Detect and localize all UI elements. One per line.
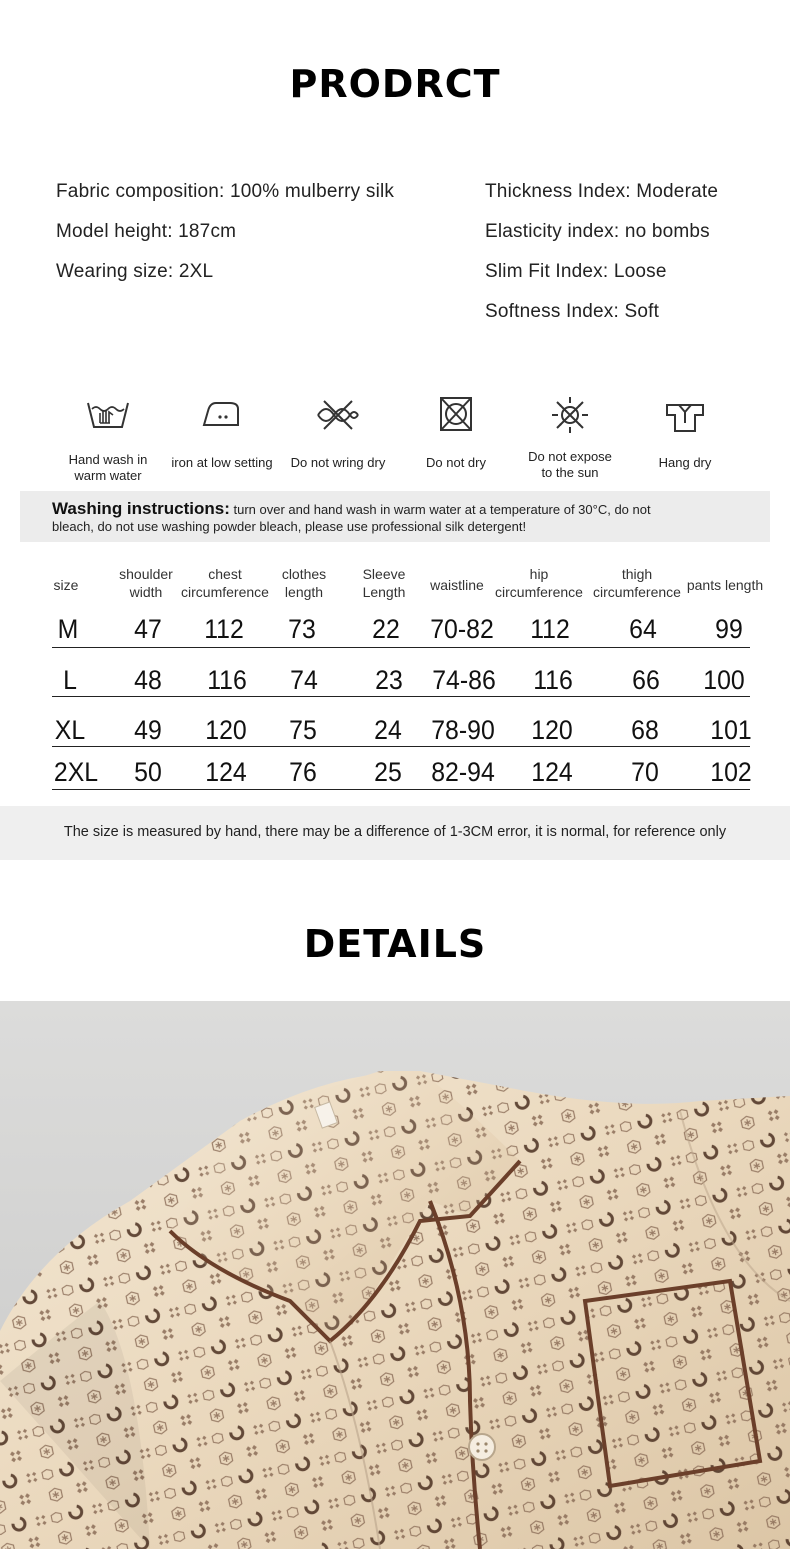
cell-clothes-length: 76	[289, 757, 317, 787]
cell-pants-length: 102	[710, 757, 752, 787]
header-line1: waistline	[430, 577, 484, 593]
details-section-title: DETAILS	[303, 922, 487, 966]
spec-model-height: Model height: 187cm	[56, 221, 237, 242]
cell-hip: 112	[530, 614, 570, 644]
table-row-divider	[52, 746, 750, 747]
cell-chest: 116	[207, 665, 247, 695]
table-header-size	[44, 576, 88, 594]
table-row-divider	[52, 789, 750, 790]
cell-size: 2XL	[53, 757, 99, 787]
table-header-clothes-length	[272, 565, 336, 601]
washing-title: Washing instructions:	[52, 499, 230, 518]
cell-thigh: 68	[631, 715, 659, 745]
care-label-line1: Do not dry	[426, 455, 486, 470]
cell-pants-length: 100	[703, 665, 745, 695]
spec-fabric: Fabric composition: 100% mulberry silk	[56, 181, 395, 202]
cell-size: XL	[54, 715, 86, 745]
cell-hip: 124	[531, 757, 573, 787]
table-header-waistline	[422, 576, 492, 594]
cell-pants-length: 99	[715, 614, 743, 644]
care-no-wring	[278, 395, 398, 470]
care-no-dry	[396, 395, 516, 470]
cell-chest: 112	[204, 614, 244, 644]
header-line1: Sleeve	[362, 566, 406, 582]
size-note: The size is measured by hand, there may be a difference of 1-3CM error, it is normal, for reference only	[63, 824, 727, 840]
cell-waist: 74-86	[432, 665, 496, 695]
spec-wearing-size: Wearing size: 2XL	[56, 261, 214, 282]
spec-softness: Softness Index: Soft	[485, 301, 660, 322]
cell-waist: 78-90	[431, 715, 495, 745]
header-line2: circumference	[593, 584, 681, 600]
table-header-chest	[176, 565, 274, 601]
care-label-line1: Hand wash in	[68, 452, 148, 467]
cell-shoulder: 49	[134, 715, 162, 745]
cell-clothes-length: 74	[290, 665, 318, 695]
header-line1: pants length	[686, 577, 764, 593]
product-detail-photo	[0, 1001, 790, 1549]
cell-hip: 116	[533, 665, 573, 695]
washing-text-line2: bleach, do not use washing powder bleach, please use professional silk detergent!	[52, 519, 527, 534]
product-section-title: PRODRCT	[289, 62, 501, 106]
cell-size: L	[63, 665, 77, 695]
cell-size: M	[57, 614, 79, 644]
care-label-line1: Do not wring dry	[290, 455, 386, 470]
spec-fit: Slim Fit Index: Loose	[485, 261, 667, 282]
hand-wash-icon	[84, 395, 132, 435]
spec-elasticity: Elasticity index: no bombs	[485, 221, 710, 242]
table-row-divider	[52, 647, 750, 648]
care-label-line1: iron at low setting	[171, 455, 273, 470]
care-iron	[162, 395, 282, 470]
cell-sleeve: 22	[372, 614, 400, 644]
header-line1: clothes	[281, 566, 327, 582]
iron-low-icon	[198, 395, 246, 435]
table-header-thigh	[588, 565, 686, 601]
cell-thigh: 70	[631, 757, 659, 787]
washing-text-line1: turn over and hand wash in warm water at a temperature of 30°C, do not	[233, 502, 651, 517]
table-header-shoulder	[110, 565, 182, 601]
cell-sleeve: 25	[374, 757, 402, 787]
care-no-sun	[510, 395, 630, 480]
cell-pants-length: 101	[710, 715, 752, 745]
cell-waist: 70-82	[430, 614, 494, 644]
care-label-line1: Hang dry	[658, 455, 712, 470]
table-header-sleeve-length	[352, 565, 416, 601]
header-line1: size	[53, 577, 79, 593]
care-label-line2: to the sun	[541, 465, 599, 480]
hang-dry-icon	[661, 395, 709, 435]
cell-shoulder: 50	[134, 757, 162, 787]
header-line2: width	[129, 584, 163, 600]
table-header-hip	[490, 565, 588, 601]
no-sun-icon	[546, 395, 594, 435]
care-hang-dry	[625, 395, 745, 470]
cell-thigh: 66	[632, 665, 660, 695]
cell-chest: 120	[205, 715, 247, 745]
no-wring-icon	[314, 395, 362, 435]
cell-chest: 124	[205, 757, 247, 787]
header-line1: chest	[208, 566, 242, 582]
cell-waist: 82-94	[431, 757, 495, 787]
header-line1: hip	[529, 566, 549, 582]
cell-sleeve: 24	[374, 715, 402, 745]
care-hand-wash	[48, 395, 168, 483]
cell-clothes-length: 75	[289, 715, 317, 745]
silk-shirt-illustration	[0, 1001, 790, 1549]
care-label-line1: Do not expose	[528, 449, 612, 464]
header-line2: circumference	[181, 584, 269, 600]
cell-shoulder: 48	[134, 665, 162, 695]
header-line1: shoulder	[119, 566, 173, 582]
header-line2: length	[284, 584, 324, 600]
header-line1: thigh	[621, 566, 653, 582]
cell-clothes-length: 73	[288, 614, 316, 644]
table-header-pants-length	[682, 576, 768, 594]
cell-hip: 120	[531, 715, 573, 745]
care-label-line2: warm water	[74, 468, 142, 483]
cell-thigh: 64	[629, 614, 657, 644]
header-line2: Length	[362, 584, 406, 600]
cell-shoulder: 47	[134, 614, 162, 644]
cell-sleeve: 23	[375, 665, 403, 695]
spec-thickness: Thickness Index: Moderate	[485, 181, 719, 202]
no-tumble-dry-icon	[432, 395, 480, 435]
header-line2: circumference	[495, 584, 583, 600]
washing-instructions	[20, 491, 770, 542]
table-row-divider	[52, 696, 750, 697]
